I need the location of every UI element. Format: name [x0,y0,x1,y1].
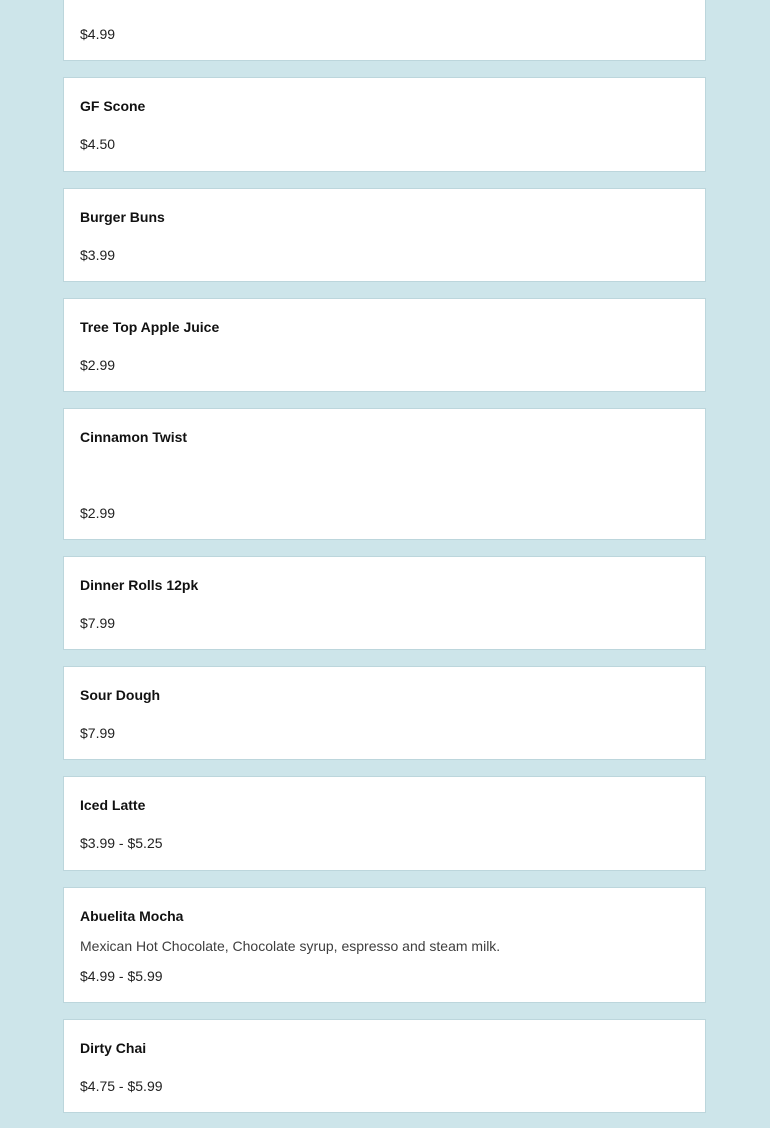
menu-item-card[interactable] [63,776,706,871]
menu-item-card[interactable] [63,556,706,650]
menu-item-name: Burger Buns [80,209,165,225]
menu-item-price: $7.99 [80,615,116,631]
menu-item-name: Dinner Rolls 12pk [80,577,199,593]
menu-item-name: Sour Dough [80,687,161,703]
menu-item-card[interactable] [63,0,706,61]
menu-item-card[interactable] [63,298,706,392]
menu-item-price: $4.75 - $5.99 [80,1078,163,1094]
menu-item-price: $7.99 [80,725,116,741]
menu-item-name: Tree Top Apple Juice [80,319,220,335]
menu-item-card[interactable] [63,188,706,282]
menu-item-name: Cinnamon Twist [80,429,188,445]
menu-item-price: $3.99 - $5.25 [80,835,163,851]
menu-item-name: Abuelita Mocha [80,908,184,924]
menu-item-card[interactable] [63,408,706,540]
menu-item-name: Dirty Chai [80,1040,147,1056]
menu-item-card[interactable] [63,77,706,172]
menu-item-description: Mexican Hot Chocolate, Chocolate syrup, espresso and steam milk. [80,938,501,954]
menu-item-price: $4.50 [80,136,116,152]
menu-item-card[interactable] [63,666,706,760]
menu-item-card[interactable] [63,1019,706,1113]
menu-item-price: $2.99 [80,357,116,373]
menu-item-price: $3.99 [80,247,116,263]
menu-item-card[interactable] [63,887,706,1003]
menu-item-name: Iced Latte [80,797,146,813]
menu-item-price: $2.99 [80,505,116,521]
menu-item-name: GF Scone [80,98,146,114]
menu-item-price: $4.99 - $5.99 [80,968,163,984]
menu-item-price: $4.99 [80,26,116,42]
